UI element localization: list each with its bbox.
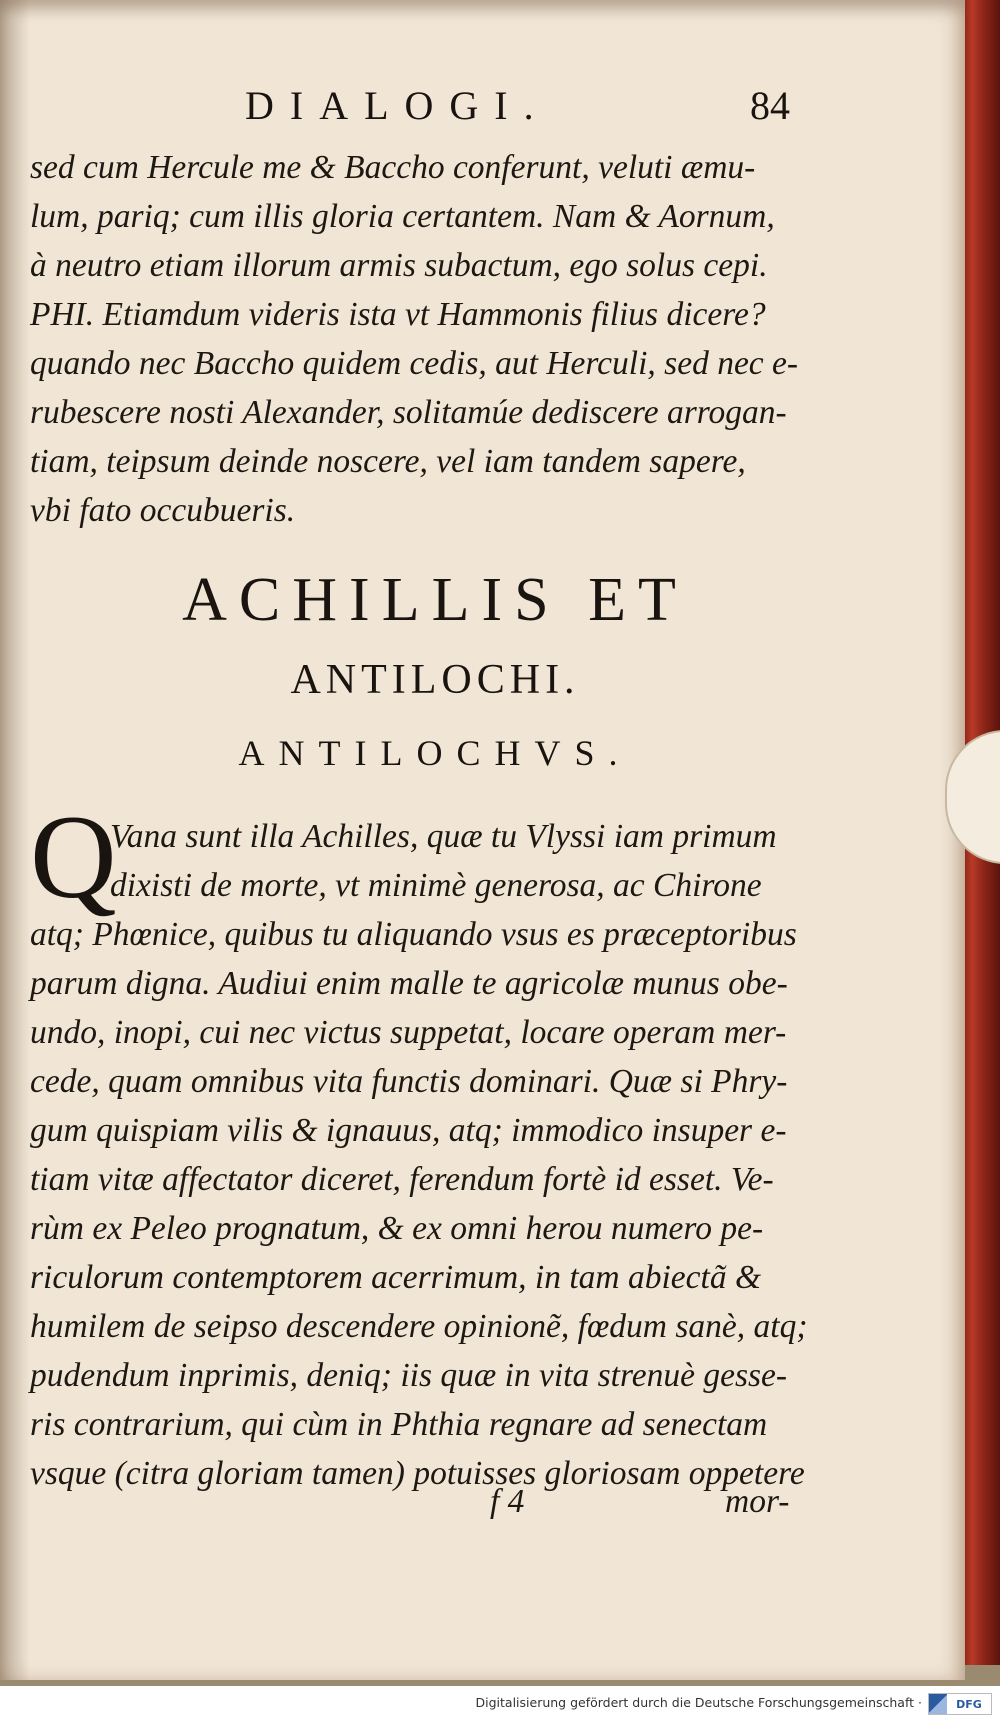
text-line: tiam, teipsum deinde noscere, vel iam tandem sapere, [30,443,746,480]
text-line: Vana sunt illa Achilles, quæ tu Vlyssi iam primum [110,818,777,855]
paragraph-1 [30,143,820,535]
text-line: dixisti de morte, vt minimè generosa, ac Chirone [110,867,762,904]
text-line: PHI. Etiamdum videris ista vt Hammonis filius dicere? [30,296,766,333]
text-line: vsque (citra gloriam tamen) potuisses gloriosam oppetere [30,1455,805,1492]
text-line: gum quispiam vilis & ignauus, atq; immodico insuper e- [30,1112,787,1149]
paragraph-2 [30,910,820,1498]
text-line: cede, quam omnibus vita functis dominari. Quæ si Phry- [30,1063,788,1100]
dfg-mark-icon [929,1694,947,1714]
dialogue-subheading: ANTILOCHI. [290,657,580,703]
text-line: rùm ex Peleo prognatum, & ex omni herou numero pe- [30,1210,764,1247]
running-head [0,82,965,138]
text-line: vbi fato occubueris. [30,492,296,529]
text-line: à neutro etiam illorum armis subactum, ego solus cepi. [30,247,768,284]
text-line: atq; Phœnice, quibus tu aliquando vsus es præceptoribus [30,916,797,953]
text-line: humilem de seipso descendere opinionẽ, fœdum sanè, atq; [30,1308,808,1345]
page-tab [945,730,1000,864]
running-title: DIALOGI. [245,83,550,128]
text-line: quando nec Baccho quidem cedis, aut Herculi, sed nec e- [30,345,799,382]
text-line: ris contrarium, qui cùm in Phthia regnare ad senectam [30,1406,768,1443]
digitization-footer [0,1686,1000,1720]
text-line: riculorum contemptorem acerrimum, in tam abiectã & [30,1259,761,1296]
page-number: 84 [750,83,790,128]
text-line: sed cum Hercule me & Baccho conferunt, veluti æmu- [30,149,756,186]
text-line: lum, pariq; cum illis gloria certantem. Nam & Aornum, [30,198,775,235]
paragraph-2-opening [110,812,810,910]
text-line: pudendum inprimis, deniq; iis quæ in vita strenuè gesse- [30,1357,788,1394]
page-foot [0,1483,820,1532]
dfg-logo-text: DFG [947,1694,991,1714]
drop-cap: Q [30,790,117,923]
text-line: undo, inopi, cui nec victus suppetat, locare operam mer- [30,1014,787,1051]
text-line: tiam vitæ affectator diceret, ferendum fortè id esset. Ve- [30,1161,774,1198]
speaker-heading: ANTILOCHVS. [238,733,632,773]
funding-credit: Digitalisierung gefördert durch die Deutsche Forschungsgemeinschaft · [475,1695,922,1710]
text-line: parum digna. Audiui enim malle te agricolæ munus obe- [30,965,788,1002]
catchword: mor- [725,1483,790,1520]
signature-mark: f 4 [490,1483,525,1520]
page-gutter-shadow [0,0,30,1680]
text-line: rubescere nosti Alexander, solitamúe dediscere arrogan- [30,394,787,431]
dialogue-heading: ACHILLIS ET [182,566,688,634]
dfg-logo-icon [928,1693,992,1715]
